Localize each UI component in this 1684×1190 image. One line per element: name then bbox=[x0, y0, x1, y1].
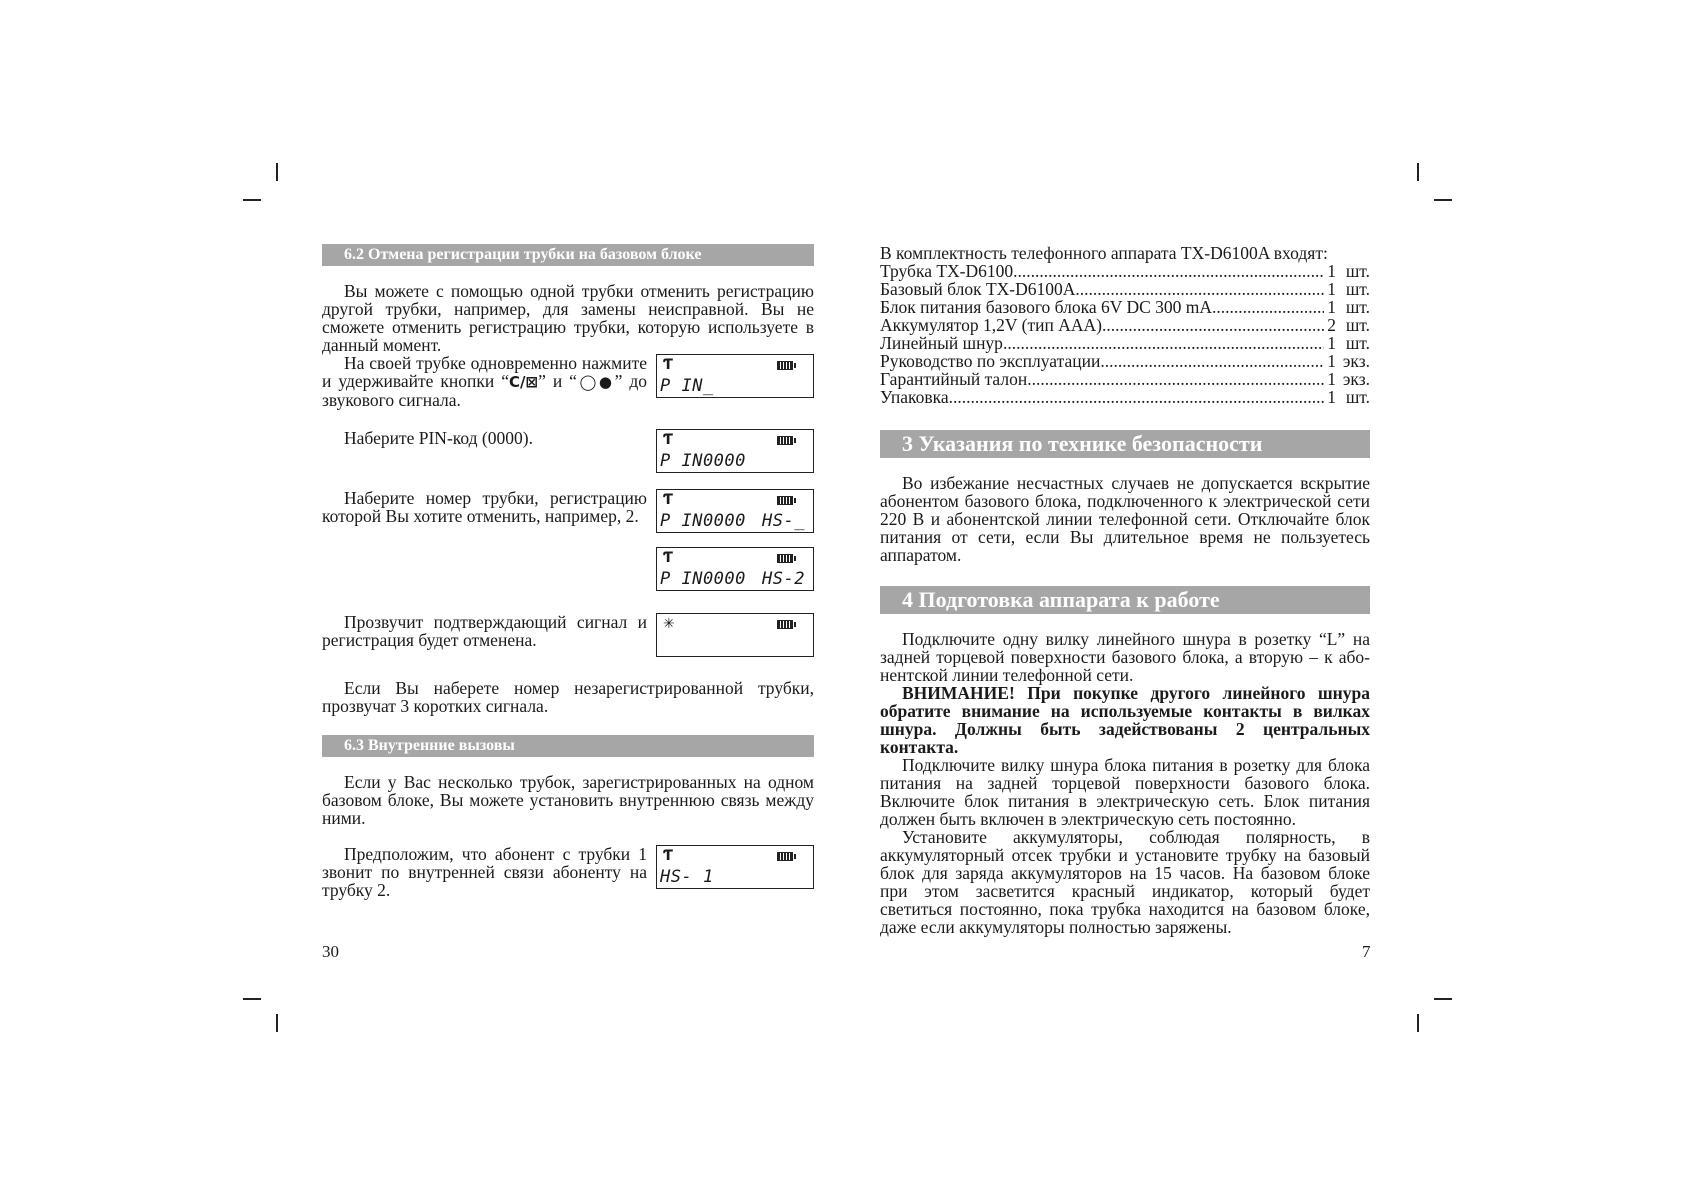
item-unit: шт. bbox=[1345, 279, 1370, 299]
item-unit: шт. bbox=[1345, 315, 1370, 335]
contents-list bbox=[880, 262, 1370, 406]
battery-icon bbox=[777, 361, 793, 370]
lcd-text: P IN0000 bbox=[660, 511, 746, 531]
step-hs-selected bbox=[322, 547, 814, 591]
lcd-text-hs: HS-2 bbox=[762, 569, 805, 589]
paragraph-install-batteries: Установите аккумуляторы, соблюдая полярность, в аккумуляторный отсек трубки и установите трубку на базовый блок для заряда аккумуляторов на 15 часов. На базовом блоке при этом засветится красный индикатор, который будет светиться постоянно, пока трубка находится на базовом блоке, даже если аккумуляторы полностью заряжены. bbox=[880, 827, 1370, 937]
step-confirm-text: Прозвучит подтверждающий сигнал и регистрация будет отменена. bbox=[322, 612, 647, 650]
item-qty: 2 bbox=[1327, 315, 1336, 335]
lcd-text-hs: HS-_ bbox=[762, 511, 805, 531]
paragraph-connect-line: Подключите одну вилку линейного шнура в розетку “L” на задней торцевой поверхности базового блока, а вторую – к або-нентской линии телефонной сети. bbox=[880, 629, 1370, 685]
clear-key-icon: C/⊠ bbox=[509, 373, 539, 391]
intercom-key-icon: ◯● bbox=[576, 373, 615, 391]
crop-mark bbox=[1434, 199, 1452, 201]
lcd-screen-pin-prompt bbox=[656, 354, 814, 398]
step-hold-keys-text bbox=[322, 354, 647, 409]
step-enter-pin-text: Наберите PIN-код (0000). bbox=[344, 428, 533, 448]
item-name: Трубка TX-D6100 bbox=[880, 261, 1014, 281]
leader-dots bbox=[1027, 370, 1324, 388]
list-item bbox=[880, 388, 1370, 406]
list-item bbox=[880, 262, 1370, 280]
crop-mark bbox=[1434, 998, 1452, 1000]
item-qty: 1 bbox=[1327, 333, 1336, 353]
crop-mark bbox=[276, 1014, 278, 1032]
crop-mark bbox=[243, 998, 261, 1000]
paragraph-deregister-intro: Вы можете с помощью одной трубки отменить регистрацию другой трубки, например, для замены неисправной. Вы не сможете отменить регистрацию трубки, которую используете в данный момент. bbox=[322, 281, 814, 355]
antenna-icon: Ƭ bbox=[663, 848, 673, 864]
battery-icon bbox=[777, 554, 793, 563]
antenna-icon: Ƭ bbox=[663, 357, 673, 373]
page-number-right: 7 bbox=[1362, 942, 1371, 961]
item-unit: шт. bbox=[1345, 333, 1370, 353]
item-name: Гарантийный талон bbox=[880, 369, 1028, 389]
item-name: Линейный шнур bbox=[880, 333, 1003, 353]
paragraph-safety: Во избежание несчастных случаев не допускается вскрытие абонентом базового блока, подключенного к электрической сети 220 В и абонентской линии телефонной сети. Отключайте блок питания от сети, если Вы длительное время не пользуетесь аппаратом. bbox=[880, 473, 1370, 565]
antenna-icon: Ƭ bbox=[663, 492, 673, 508]
lcd-screen-deregistered bbox=[656, 613, 814, 657]
item-name: Руководство по эксплуатации bbox=[880, 351, 1101, 371]
step-text-part: ” и “ bbox=[538, 371, 577, 391]
item-name: Упаковка bbox=[880, 387, 949, 407]
warning-text: ВНИМАНИЕ! При покупке другого линейного шнура обратите внимание на используемые контакты в вилках шнура. Должны быть задействованы 2 центральных контакта. bbox=[880, 683, 1370, 757]
step-enter-pin bbox=[322, 429, 814, 473]
item-qty: 1 bbox=[1327, 279, 1336, 299]
right-page bbox=[880, 244, 1370, 936]
lcd-text: P IN_ bbox=[660, 376, 714, 396]
battery-icon bbox=[777, 496, 793, 505]
item-unit: экз. bbox=[1342, 369, 1370, 389]
antenna-flashing-icon: ✳ bbox=[663, 616, 675, 632]
lcd-text: P IN0000 bbox=[660, 569, 746, 589]
lcd-text: HS- 1 bbox=[660, 867, 714, 887]
leader-dots bbox=[1013, 262, 1324, 280]
item-unit: шт. bbox=[1345, 387, 1370, 407]
step-enter-handset-text: Наберите номер трубки, регистрацию которой Вы хотите отменить, например, 2. bbox=[322, 488, 647, 526]
leader-dots bbox=[1075, 280, 1324, 298]
lcd-screen-hs-prompt bbox=[656, 489, 814, 533]
section-4-title: 4 Подготовка аппарата к работе bbox=[880, 586, 1370, 614]
item-name: Базовый блок TX-D6100A bbox=[880, 279, 1076, 299]
lcd-screen-pin-entered bbox=[656, 429, 814, 473]
paragraph-connect-power: Подключите вилку шнура блока питания в розетку для блока питания на задней торцевой поверхности базового блока. Включите блок питания в электрическую сеть. Блок питания должен быть включен в электрическую сеть постоянно. bbox=[880, 755, 1370, 829]
item-name: Аккумулятор 1,2V (тип AAA) bbox=[880, 315, 1102, 335]
paragraph-internal-calls: Если у Вас несколько трубок, зарегистрированных на одном базовом блоке, Вы можете установить внутреннюю связь между ними. bbox=[322, 772, 814, 828]
item-unit: экз. bbox=[1342, 351, 1370, 371]
crop-mark bbox=[1417, 1014, 1419, 1032]
lcd-screen-internal-call bbox=[656, 845, 814, 889]
step-hold-keys bbox=[322, 354, 814, 409]
step-text-part: На своей трубке одновременно нажмите и удерживайте кнопки “ bbox=[322, 353, 647, 391]
list-item bbox=[880, 352, 1370, 370]
antenna-icon: Ƭ bbox=[663, 550, 673, 566]
item-name: Блок питания базового блока 6V DC 300 mA bbox=[880, 297, 1213, 317]
step-enter-handset bbox=[322, 489, 814, 533]
crop-mark bbox=[276, 163, 278, 181]
section-3-title: 3 Указания по технике безопасности bbox=[880, 430, 1370, 458]
item-qty: 1 bbox=[1327, 369, 1336, 389]
item-qty: 1 bbox=[1327, 261, 1336, 281]
antenna-icon: Ƭ bbox=[663, 432, 673, 448]
list-item bbox=[880, 280, 1370, 298]
contents-intro: В комплектность телефонного аппарата TX-D6100A входят: bbox=[880, 243, 1328, 263]
page-number-left: 30 bbox=[322, 942, 339, 961]
battery-icon bbox=[777, 620, 793, 629]
lcd-text: P IN0000 bbox=[660, 451, 746, 471]
battery-icon bbox=[777, 852, 793, 861]
crop-mark bbox=[243, 199, 261, 201]
list-item bbox=[880, 298, 1370, 316]
item-qty: 1 bbox=[1327, 387, 1336, 407]
step-confirm bbox=[322, 613, 814, 657]
left-page bbox=[322, 244, 814, 899]
list-item bbox=[880, 370, 1370, 388]
lcd-screen-hs-selected bbox=[656, 547, 814, 591]
step-text-part: ” до звукового сигнала. bbox=[322, 371, 648, 410]
list-item bbox=[880, 334, 1370, 352]
leader-dots bbox=[1100, 352, 1324, 370]
battery-icon bbox=[777, 436, 793, 445]
item-qty: 1 bbox=[1327, 297, 1336, 317]
item-unit: шт. bbox=[1345, 297, 1370, 317]
item-unit: шт. bbox=[1345, 261, 1370, 281]
section-6-3-title: 6.3 Внутренние вызовы bbox=[322, 735, 814, 757]
leader-dots bbox=[949, 388, 1324, 406]
paragraph-unregistered: Если Вы наберете номер незарегистрированной трубки, прозвучат 3 коротких сигнала. bbox=[322, 678, 814, 716]
crop-mark bbox=[1417, 163, 1419, 181]
step-internal-call bbox=[322, 845, 814, 899]
leader-dots bbox=[1102, 316, 1324, 334]
item-qty: 1 bbox=[1327, 351, 1336, 371]
section-6-2-title: 6.2 Отмена регистрации трубки на базовом блоке bbox=[322, 244, 814, 266]
list-item bbox=[880, 316, 1370, 334]
step-internal-call-text: Предположим, что абонент с трубки 1 звонит по внутренней связи абоненту на трубку 2. bbox=[322, 844, 647, 900]
leader-dots bbox=[1003, 334, 1324, 352]
leader-dots bbox=[1212, 298, 1324, 316]
